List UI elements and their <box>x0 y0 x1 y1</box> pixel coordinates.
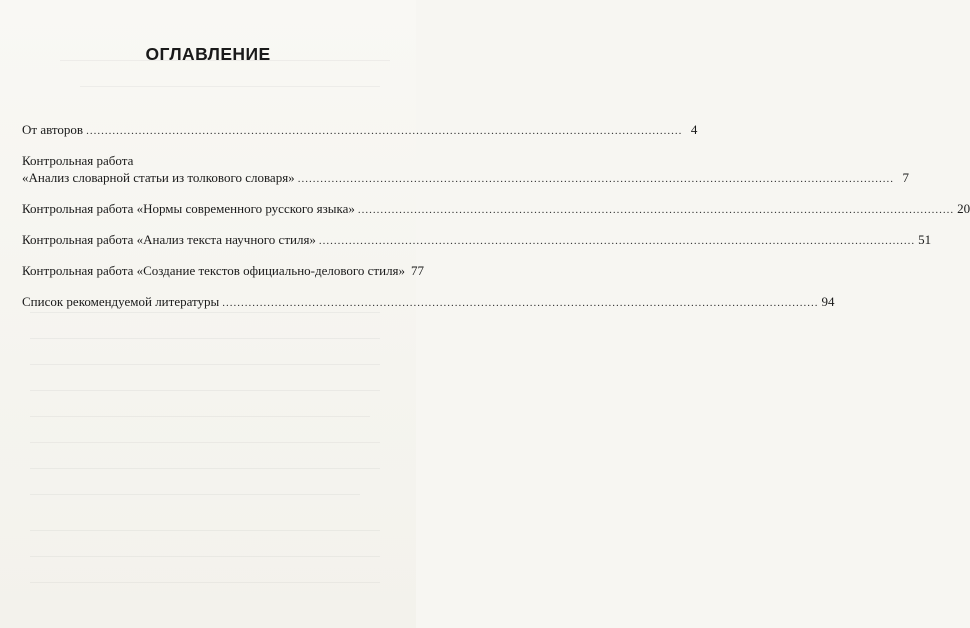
toc-entry-title: Список рекомендуемой литературы <box>22 294 220 309</box>
toc-entry-title: Контрольная работа «Нормы современного русского языка» <box>22 201 355 216</box>
toc-entry[interactable] <box>22 293 835 312</box>
show-through-line <box>30 556 380 557</box>
show-through-line <box>30 494 360 495</box>
toc-entry-title: Контрольная работа «Создание текстов официально-делового стиля» <box>22 263 406 278</box>
toc-entry-line <box>22 231 932 250</box>
show-through-line <box>30 582 380 583</box>
toc-entry-title: От авторов <box>22 122 84 137</box>
show-through-line <box>30 338 380 339</box>
toc-entry-page: 4 <box>690 122 698 137</box>
toc-entry-line <box>22 200 970 219</box>
show-through-line <box>30 364 380 365</box>
toc-entry[interactable] <box>22 200 970 219</box>
toc-entry[interactable] <box>22 121 698 140</box>
toc-entry-line <box>22 262 425 281</box>
toc-entry[interactable] <box>22 231 932 250</box>
toc-entry-page: 20 <box>957 201 970 216</box>
show-through-line <box>80 86 380 87</box>
toc-entry-page: 7 <box>902 170 909 185</box>
toc-entry-line <box>22 169 909 188</box>
toc-entry-page: 51 <box>918 232 932 247</box>
dot-leader <box>298 171 894 188</box>
show-through-line <box>30 468 380 469</box>
dot-leader <box>222 295 818 312</box>
toc-entry-title-line: Контрольная работа <box>22 153 134 168</box>
toc-entry[interactable] <box>22 262 425 281</box>
toc-entry-title: «Анализ словарной статьи из толкового словаря» <box>22 170 295 185</box>
table-of-contents <box>22 121 970 324</box>
toc-entry-title: Контрольная работа «Анализ текста научного стиля» <box>22 232 316 247</box>
dot-leader <box>358 202 954 219</box>
show-through-line <box>30 390 380 391</box>
toc-entry-page: 94 <box>821 294 835 309</box>
toc-entry-line <box>22 293 835 312</box>
toc-entry-line <box>22 121 698 140</box>
toc-entry[interactable] <box>22 152 909 188</box>
dot-leader <box>86 123 682 140</box>
show-through-line <box>30 416 370 417</box>
dot-leader <box>319 233 915 250</box>
toc-entry-page: 77 <box>411 263 425 278</box>
show-through-line <box>30 530 380 531</box>
show-through-line <box>30 442 380 443</box>
page-title: ОГЛАВЛЕНИЕ <box>145 44 271 64</box>
